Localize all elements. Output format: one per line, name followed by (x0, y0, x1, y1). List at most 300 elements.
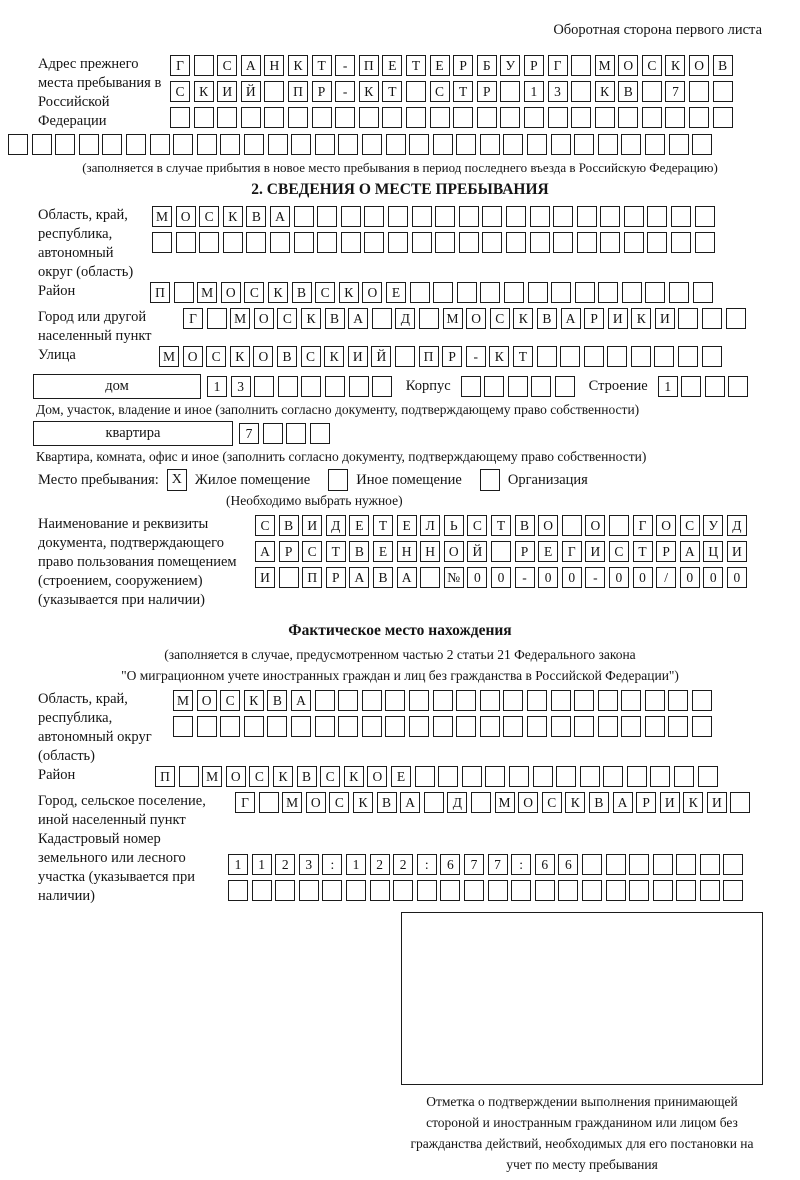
form-cell[interactable]: Е (397, 515, 417, 536)
form-cell[interactable] (551, 690, 571, 711)
form-cell[interactable] (317, 206, 337, 227)
form-cell[interactable]: 7 (665, 81, 685, 102)
form-cell[interactable] (464, 880, 484, 901)
form-cell[interactable] (241, 107, 261, 128)
form-cell[interactable] (223, 232, 243, 253)
form-cell[interactable]: М (197, 282, 217, 303)
form-cell[interactable] (582, 880, 602, 901)
form-cell[interactable] (698, 766, 718, 787)
form-cell[interactable] (462, 766, 482, 787)
form-cell[interactable]: О (444, 541, 464, 562)
form-cell[interactable] (553, 206, 573, 227)
form-cell[interactable] (669, 282, 689, 303)
form-cell[interactable] (503, 716, 523, 737)
form-cell[interactable] (263, 423, 283, 444)
form-cell[interactable]: Б (477, 55, 497, 76)
form-cell[interactable] (315, 716, 335, 737)
form-cell[interactable]: Р (524, 55, 544, 76)
form-cell[interactable]: О (221, 282, 241, 303)
form-cell[interactable]: У (500, 55, 520, 76)
form-cell[interactable]: И (660, 792, 680, 813)
form-cell[interactable]: О (367, 766, 387, 787)
form-cell[interactable] (618, 107, 638, 128)
form-cell[interactable] (631, 346, 651, 367)
form-cell[interactable]: К (194, 81, 214, 102)
form-cell[interactable]: И (255, 567, 275, 588)
form-cell[interactable] (393, 880, 413, 901)
form-cell[interactable]: М (595, 55, 615, 76)
form-cell[interactable]: М (159, 346, 179, 367)
form-cell[interactable] (453, 107, 473, 128)
form-cell[interactable] (482, 206, 502, 227)
form-cell[interactable]: М (443, 308, 463, 329)
form-cell[interactable] (528, 282, 548, 303)
form-cell[interactable] (126, 134, 146, 155)
form-cell[interactable]: Д (326, 515, 346, 536)
form-cell[interactable]: 0 (491, 567, 511, 588)
form-cell[interactable]: П (288, 81, 308, 102)
form-cell[interactable]: С (302, 541, 322, 562)
form-cell[interactable] (412, 206, 432, 227)
form-cell[interactable] (503, 134, 523, 155)
form-cell[interactable]: К (513, 308, 533, 329)
form-cell[interactable] (676, 854, 696, 875)
form-cell[interactable] (415, 766, 435, 787)
form-cell[interactable] (584, 346, 604, 367)
form-cell[interactable]: К (273, 766, 293, 787)
form-cell[interactable] (388, 206, 408, 227)
form-cell[interactable]: Г (562, 541, 582, 562)
form-cell[interactable]: К (244, 690, 264, 711)
form-cell[interactable] (571, 107, 591, 128)
form-cell[interactable] (629, 880, 649, 901)
form-cell[interactable] (278, 376, 298, 397)
form-cell[interactable]: 3 (299, 854, 319, 875)
form-cell[interactable] (301, 376, 321, 397)
form-cell[interactable] (480, 282, 500, 303)
form-cell[interactable] (456, 134, 476, 155)
form-cell[interactable]: И (608, 308, 628, 329)
form-cell[interactable] (268, 134, 288, 155)
form-cell[interactable]: 1 (207, 376, 227, 397)
form-cell[interactable] (693, 282, 713, 303)
form-cell[interactable] (645, 690, 665, 711)
form-cell[interactable] (322, 880, 342, 901)
form-cell[interactable] (252, 880, 272, 901)
checkbox-organization[interactable] (480, 469, 500, 491)
form-cell[interactable]: В (377, 792, 397, 813)
form-cell[interactable] (259, 792, 279, 813)
form-cell[interactable] (341, 232, 361, 253)
form-cell[interactable]: Р (515, 541, 535, 562)
form-cell[interactable] (372, 308, 392, 329)
form-cell[interactable] (244, 716, 264, 737)
form-cell[interactable] (417, 880, 437, 901)
form-cell[interactable]: Р (442, 346, 462, 367)
form-cell[interactable]: М (152, 206, 172, 227)
form-cell[interactable]: А (270, 206, 290, 227)
form-cell[interactable] (726, 308, 746, 329)
form-cell[interactable] (220, 134, 240, 155)
form-cell[interactable]: Г (170, 55, 190, 76)
form-cell[interactable]: 0 (538, 567, 558, 588)
form-cell[interactable] (406, 107, 426, 128)
form-cell[interactable]: 3 (231, 376, 251, 397)
form-cell[interactable]: В (537, 308, 557, 329)
form-cell[interactable]: И (585, 541, 605, 562)
form-cell[interactable]: : (417, 854, 437, 875)
form-cell[interactable] (55, 134, 75, 155)
form-cell[interactable] (627, 766, 647, 787)
form-cell[interactable]: К (301, 308, 321, 329)
form-cell[interactable]: Т (326, 541, 346, 562)
form-cell[interactable]: - (335, 81, 355, 102)
form-cell[interactable]: 6 (558, 854, 578, 875)
form-cell[interactable]: А (348, 308, 368, 329)
form-cell[interactable] (650, 766, 670, 787)
form-cell[interactable]: В (267, 690, 287, 711)
form-cell[interactable]: С (542, 792, 562, 813)
form-cell[interactable] (653, 854, 673, 875)
form-cell[interactable]: О (226, 766, 246, 787)
form-cell[interactable] (624, 206, 644, 227)
form-cell[interactable]: Р (636, 792, 656, 813)
form-cell[interactable] (246, 232, 266, 253)
form-cell[interactable] (668, 690, 688, 711)
form-cell[interactable]: 1 (252, 854, 272, 875)
form-cell[interactable] (325, 376, 345, 397)
form-cell[interactable]: Е (430, 55, 450, 76)
form-cell[interactable] (459, 232, 479, 253)
form-cell[interactable]: В (373, 567, 393, 588)
form-cell[interactable] (692, 134, 712, 155)
form-cell[interactable] (681, 376, 701, 397)
form-cell[interactable]: К (268, 282, 288, 303)
form-cell[interactable] (372, 376, 392, 397)
form-cell[interactable] (705, 376, 725, 397)
form-cell[interactable]: Н (264, 55, 284, 76)
form-cell[interactable] (537, 346, 557, 367)
form-cell[interactable]: - (466, 346, 486, 367)
form-cell[interactable]: 1 (524, 81, 544, 102)
form-cell[interactable] (723, 880, 743, 901)
form-cell[interactable] (370, 880, 390, 901)
form-cell[interactable]: 2 (275, 854, 295, 875)
form-cell[interactable] (264, 81, 284, 102)
form-cell[interactable] (456, 690, 476, 711)
form-cell[interactable] (580, 766, 600, 787)
form-cell[interactable] (409, 134, 429, 155)
form-cell[interactable]: В (325, 308, 345, 329)
form-cell[interactable]: У (703, 515, 723, 536)
form-cell[interactable]: Г (235, 792, 255, 813)
form-cell[interactable]: Е (373, 541, 393, 562)
form-cell[interactable] (629, 854, 649, 875)
form-cell[interactable] (461, 376, 481, 397)
form-cell[interactable]: В (279, 515, 299, 536)
form-cell[interactable] (582, 854, 602, 875)
form-cell[interactable] (228, 880, 248, 901)
form-cell[interactable] (674, 766, 694, 787)
form-cell[interactable] (603, 766, 623, 787)
form-cell[interactable] (551, 716, 571, 737)
form-cell[interactable] (558, 880, 578, 901)
form-cell[interactable] (713, 81, 733, 102)
form-cell[interactable] (530, 206, 550, 227)
form-cell[interactable]: С (430, 81, 450, 102)
form-cell[interactable]: Е (391, 766, 411, 787)
form-cell[interactable]: О (518, 792, 538, 813)
form-cell[interactable] (595, 107, 615, 128)
form-cell[interactable] (598, 134, 618, 155)
form-cell[interactable] (335, 107, 355, 128)
form-cell[interactable]: С (315, 282, 335, 303)
form-cell[interactable]: И (707, 792, 727, 813)
form-cell[interactable]: Е (538, 541, 558, 562)
form-cell[interactable] (562, 515, 582, 536)
form-cell[interactable] (606, 854, 626, 875)
form-cell[interactable]: - (515, 567, 535, 588)
form-cell[interactable]: 2 (370, 854, 390, 875)
form-cell[interactable]: С (255, 515, 275, 536)
form-cell[interactable] (312, 107, 332, 128)
form-cell[interactable]: В (246, 206, 266, 227)
form-cell[interactable]: С (329, 792, 349, 813)
form-cell[interactable]: С (170, 81, 190, 102)
form-cell[interactable]: Т (406, 55, 426, 76)
form-cell[interactable]: А (291, 690, 311, 711)
form-cell[interactable]: 0 (680, 567, 700, 588)
form-cell[interactable]: К (595, 81, 615, 102)
form-cell[interactable] (362, 134, 382, 155)
form-cell[interactable]: Г (633, 515, 653, 536)
form-cell[interactable]: Й (241, 81, 261, 102)
form-cell[interactable]: № (444, 567, 464, 588)
form-cell[interactable] (574, 134, 594, 155)
form-cell[interactable]: О (183, 346, 203, 367)
form-cell[interactable] (524, 107, 544, 128)
form-cell[interactable]: О (253, 346, 273, 367)
form-cell[interactable] (364, 206, 384, 227)
form-cell[interactable]: В (277, 346, 297, 367)
form-cell[interactable]: В (515, 515, 535, 536)
form-cell[interactable] (645, 716, 665, 737)
form-cell[interactable] (551, 282, 571, 303)
form-cell[interactable]: С (642, 55, 662, 76)
form-cell[interactable]: С (199, 206, 219, 227)
form-cell[interactable] (291, 134, 311, 155)
form-cell[interactable]: С (206, 346, 226, 367)
form-cell[interactable]: П (155, 766, 175, 787)
form-cell[interactable]: Е (349, 515, 369, 536)
form-cell[interactable]: К (683, 792, 703, 813)
form-cell[interactable]: Ь (444, 515, 464, 536)
form-cell[interactable] (491, 541, 511, 562)
form-cell[interactable] (207, 308, 227, 329)
form-cell[interactable]: 3 (548, 81, 568, 102)
form-cell[interactable]: В (349, 541, 369, 562)
form-cell[interactable]: Т (373, 515, 393, 536)
form-cell[interactable] (409, 716, 429, 737)
form-cell[interactable] (598, 690, 618, 711)
form-cell[interactable] (647, 232, 667, 253)
form-cell[interactable]: С (680, 515, 700, 536)
form-cell[interactable] (506, 206, 526, 227)
form-cell[interactable] (435, 232, 455, 253)
form-cell[interactable] (244, 134, 264, 155)
form-cell[interactable]: 1 (658, 376, 678, 397)
form-cell[interactable] (556, 766, 576, 787)
form-cell[interactable] (482, 232, 502, 253)
form-cell[interactable] (503, 690, 523, 711)
form-cell[interactable] (484, 376, 504, 397)
form-cell[interactable] (385, 716, 405, 737)
form-cell[interactable] (609, 515, 629, 536)
form-cell[interactable] (291, 716, 311, 737)
form-cell[interactable] (531, 376, 551, 397)
form-cell[interactable]: К (223, 206, 243, 227)
form-cell[interactable]: Т (513, 346, 533, 367)
form-cell[interactable]: Д (447, 792, 467, 813)
form-cell[interactable]: О (656, 515, 676, 536)
form-cell[interactable] (410, 282, 430, 303)
form-cell[interactable] (728, 376, 748, 397)
form-cell[interactable] (433, 134, 453, 155)
form-cell[interactable]: Т (453, 81, 473, 102)
form-cell[interactable] (254, 376, 274, 397)
form-cell[interactable] (264, 107, 284, 128)
form-cell[interactable]: - (585, 567, 605, 588)
form-cell[interactable] (388, 232, 408, 253)
form-cell[interactable] (653, 880, 673, 901)
form-cell[interactable] (338, 690, 358, 711)
form-cell[interactable] (504, 282, 524, 303)
form-cell[interactable]: Р (326, 567, 346, 588)
form-cell[interactable] (456, 716, 476, 737)
checkbox-other-premises[interactable] (328, 469, 348, 491)
form-cell[interactable] (669, 134, 689, 155)
form-cell[interactable]: : (322, 854, 342, 875)
form-cell[interactable] (412, 232, 432, 253)
form-cell[interactable] (338, 134, 358, 155)
form-cell[interactable] (598, 282, 618, 303)
form-cell[interactable]: Р (312, 81, 332, 102)
form-cell[interactable]: О (689, 55, 709, 76)
form-cell[interactable]: С (249, 766, 269, 787)
form-cell[interactable]: 1 (228, 854, 248, 875)
form-cell[interactable] (702, 308, 722, 329)
form-cell[interactable] (409, 690, 429, 711)
form-cell[interactable]: 0 (562, 567, 582, 588)
form-cell[interactable]: М (173, 690, 193, 711)
form-cell[interactable] (645, 282, 665, 303)
form-cell[interactable]: Н (397, 541, 417, 562)
form-cell[interactable] (176, 232, 196, 253)
form-cell[interactable]: С (467, 515, 487, 536)
form-cell[interactable] (362, 690, 382, 711)
form-cell[interactable] (577, 232, 597, 253)
form-cell[interactable]: С (320, 766, 340, 787)
form-cell[interactable]: О (538, 515, 558, 536)
form-cell[interactable]: А (397, 567, 417, 588)
form-cell[interactable] (654, 346, 674, 367)
form-cell[interactable]: О (254, 308, 274, 329)
form-cell[interactable] (275, 880, 295, 901)
form-cell[interactable]: О (466, 308, 486, 329)
form-cell[interactable] (624, 232, 644, 253)
form-cell[interactable]: Р (656, 541, 676, 562)
form-cell[interactable] (642, 81, 662, 102)
form-cell[interactable] (530, 232, 550, 253)
form-cell[interactable] (575, 282, 595, 303)
form-cell[interactable] (621, 690, 641, 711)
form-cell[interactable] (382, 107, 402, 128)
form-cell[interactable] (692, 690, 712, 711)
form-cell[interactable]: О (197, 690, 217, 711)
form-cell[interactable]: С (609, 541, 629, 562)
form-cell[interactable] (607, 346, 627, 367)
form-cell[interactable]: С (220, 690, 240, 711)
form-cell[interactable] (294, 232, 314, 253)
form-cell[interactable] (555, 376, 575, 397)
form-cell[interactable] (671, 232, 691, 253)
form-cell[interactable] (32, 134, 52, 155)
form-cell[interactable]: В (618, 81, 638, 102)
form-cell[interactable]: А (400, 792, 420, 813)
form-cell[interactable] (485, 766, 505, 787)
form-cell[interactable] (457, 282, 477, 303)
form-cell[interactable] (527, 134, 547, 155)
form-cell[interactable] (424, 792, 444, 813)
form-cell[interactable] (279, 567, 299, 588)
form-cell[interactable] (477, 107, 497, 128)
form-cell[interactable] (700, 854, 720, 875)
form-cell[interactable] (506, 232, 526, 253)
form-cell[interactable] (689, 81, 709, 102)
form-cell[interactable] (435, 206, 455, 227)
form-cell[interactable]: К (324, 346, 344, 367)
form-cell[interactable] (197, 134, 217, 155)
form-cell[interactable]: Й (371, 346, 391, 367)
form-cell[interactable]: - (335, 55, 355, 76)
form-cell[interactable] (645, 134, 665, 155)
form-cell[interactable] (676, 880, 696, 901)
form-cell[interactable]: Т (312, 55, 332, 76)
form-cell[interactable]: 6 (535, 854, 555, 875)
form-cell[interactable]: Р (584, 308, 604, 329)
form-cell[interactable] (527, 716, 547, 737)
form-cell[interactable]: Н (420, 541, 440, 562)
form-cell[interactable]: : (511, 854, 531, 875)
form-cell[interactable] (480, 690, 500, 711)
form-cell[interactable] (692, 716, 712, 737)
form-cell[interactable] (433, 282, 453, 303)
form-cell[interactable] (535, 880, 555, 901)
form-cell[interactable]: К (288, 55, 308, 76)
form-cell[interactable]: Д (395, 308, 415, 329)
form-cell[interactable] (170, 107, 190, 128)
form-cell[interactable] (500, 81, 520, 102)
form-cell[interactable]: Р (477, 81, 497, 102)
form-cell[interactable] (346, 880, 366, 901)
form-cell[interactable] (310, 423, 330, 444)
form-cell[interactable] (173, 134, 193, 155)
form-cell[interactable]: С (301, 346, 321, 367)
form-cell[interactable]: К (353, 792, 373, 813)
form-cell[interactable] (406, 81, 426, 102)
form-cell[interactable] (571, 55, 591, 76)
form-cell[interactable]: О (362, 282, 382, 303)
